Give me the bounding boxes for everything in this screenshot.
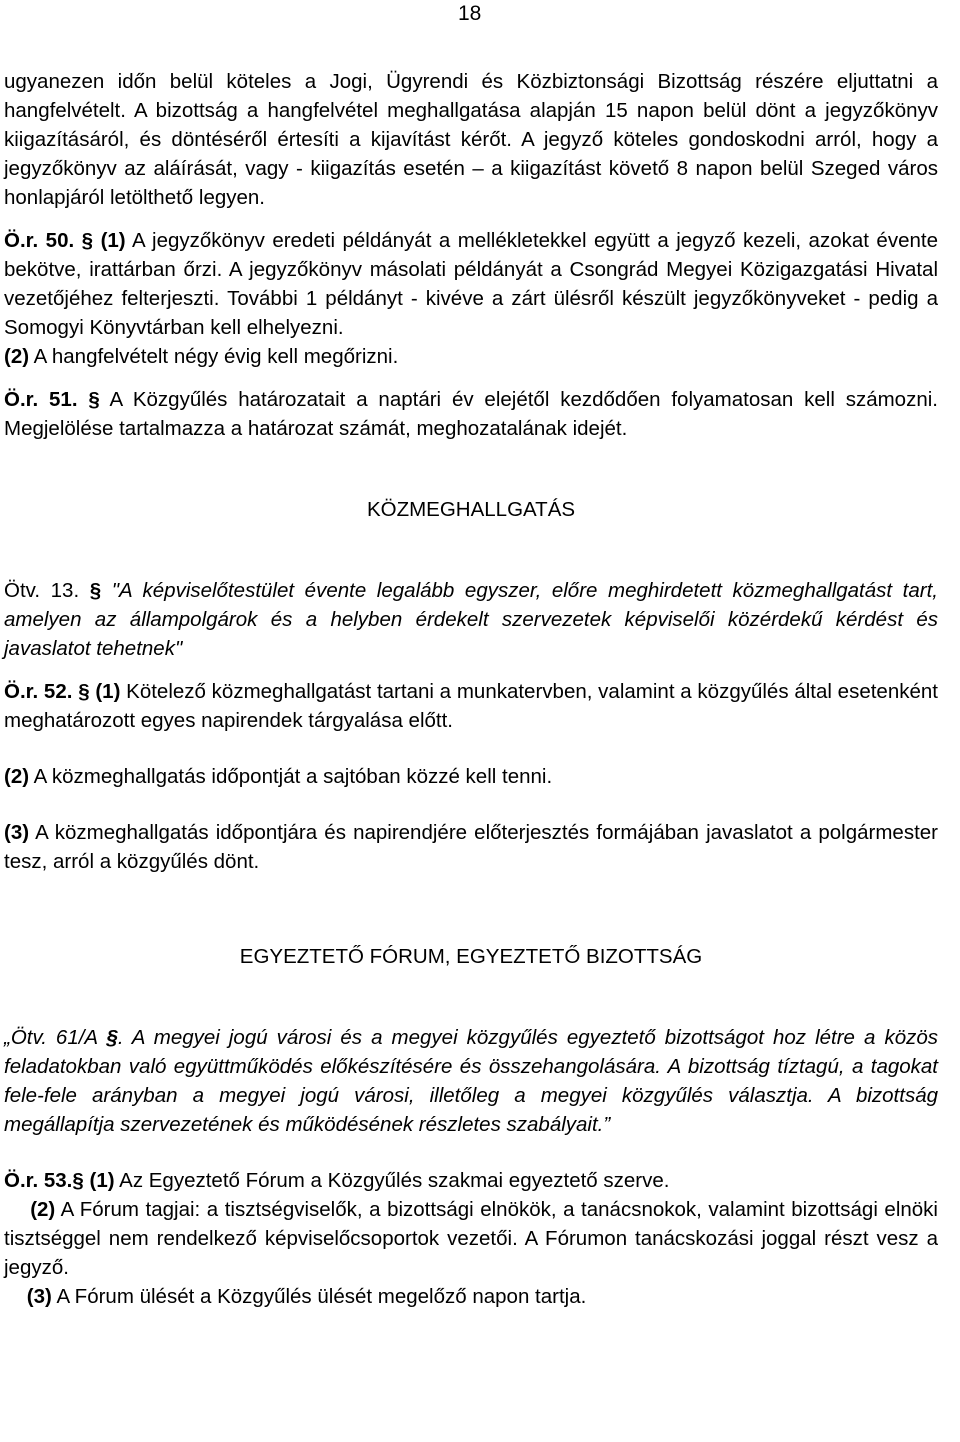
section-52-label: Ö.r. 52.	[4, 680, 73, 703]
paragraph-text: ugyanezen időn belül köteles a Jogi, Ügyrendi és Közbiztonsági Bizottság részére eljuttatni a hangfelvételt. A bizottság a hangfelvétel meghallgatása alapján 15 napon belül dönt a jegyzőkönyv kiigazításáról, és döntéséről értesíti a kijavítást kérőt. A jegyző köteles gondoskodni arról, hogy a jegyzőkönyv az aláírását, vagy - kiigazítás esetén – a kiigazítást követő 8 napon belül Szeged város honlapjáról letölthető legyen.	[4, 70, 938, 209]
subsection-number: (2)	[4, 345, 30, 368]
section-sign: §	[81, 229, 94, 252]
section-53-para-1	[4, 1166, 938, 1195]
heading-kozmeghallgatas: KÖZMEGHALLGATÁS	[366, 498, 576, 521]
section-53-para-3	[4, 1282, 938, 1311]
section-sign: §	[72, 1169, 84, 1192]
quoted-law-text: "A képviselőtestület évente legalább egyszer, előre meghirdetett közmeghallgatást tart, amelyen az állampolgárok és a helyben érdekelt szervezetek képviselői közérdekű kérdést és javaslatot tehetnek"	[4, 579, 938, 660]
section-52-para-2	[4, 762, 938, 791]
subsection-text: A jegyzőkönyv eredeti példányát a mellékletekkel együtt a jegyző kezeli, azokat évente bekötve, irattárban őrzi. A jegyzőkönyv másolati példányát a Csongrád Megyei Közigazgatási Hivatal vezetőjéhez felterjeszti. További 1 példányt - kivéve a zárt ülésről készült jegyzőkönyveket - pedig a Somogyi Könyvtárban kell elhelyezni.	[4, 229, 938, 339]
section-51-label: Ö.r. 51.	[4, 388, 78, 411]
subsection-number: (1)	[100, 229, 126, 252]
subsection-text: A hangfelvételt négy évig kell megőrizni.	[33, 345, 399, 368]
section-50-para-1	[4, 226, 938, 342]
section-53-label: Ö.r. 53.	[4, 1169, 73, 1192]
subsection-text: Kötelező közmeghallgatást tartani a munkatervben, valamint a közgyűlés által esetenként meghatározott egyes napirendek tárgyalása előtt.	[4, 680, 938, 732]
subsection-text: A Fórum ülését a Közgyűlés ülését megelőző napon tartja.	[56, 1285, 587, 1308]
subsection-number: (1)	[95, 680, 121, 703]
subsection-number: (3)	[4, 821, 30, 844]
paragraph-continuation	[4, 67, 938, 212]
section-50-label: Ö.r. 50.	[4, 229, 75, 252]
section-sign: §	[106, 1026, 118, 1049]
section-50-para-2	[4, 342, 938, 371]
otv-61a-label: „Ötv. 61/A	[4, 1026, 98, 1049]
section-text: A Közgyűlés határozatait a naptári év elejétől kezdődően folyamatosan kell számozni. Megjelölése tartalmazza a határozat számát, meghozatalának idejét.	[4, 388, 938, 440]
subsection-text: A közmeghallgatás időpontjára és napirendjére előterjesztés formájában javaslatot a polgármester tesz, arról a közgyűlés dönt.	[4, 821, 938, 873]
subsection-number: (1)	[89, 1169, 115, 1192]
quoted-law-text: . A megyei jogú városi és a megyei közgyűlés egyeztető bizottságot hoz létre a közös feladatokban való együttműködés előkészítésére és összehangolására. A bizottság tíztagú, a tagokat fele-fele arányban a megyei jogú városi, illetőleg a megyei közgyűlés választja. A bizottság megállapítja szervezetének és működésének részletes szabályait.”	[4, 1026, 939, 1136]
page-number: 18	[458, 2, 482, 25]
otv-13	[4, 576, 938, 663]
subsection-number: (3)	[26, 1285, 52, 1308]
otv-61a	[4, 1023, 938, 1139]
document-body	[4, 67, 938, 1311]
section-sign: §	[89, 579, 102, 602]
otv-13-label: Ötv. 13.	[4, 579, 80, 602]
subsection-text: A közmeghallgatás időpontját a sajtóban közzé kell tenni.	[33, 765, 553, 788]
heading-egyezteto-forum: EGYEZTETŐ FÓRUM, EGYEZTETŐ BIZOTTSÁG	[239, 945, 703, 968]
subsection-number: (2)	[30, 1198, 56, 1221]
section-52-para-1	[4, 677, 938, 735]
section-53-para-2	[4, 1195, 938, 1282]
subsection-text: A Fórum tagjai: a tisztségviselők, a bizottsági elnökök, a tanácsnokok, valamint bizottsági elnöki tisztséggel nem rendelkező képviselőcsoportok vezetői. A Fórumon tanácskozási joggal részt vesz a jegyző.	[4, 1198, 938, 1279]
section-sign: §	[78, 680, 90, 703]
subsection-number: (2)	[4, 765, 30, 788]
section-52-para-3	[4, 818, 938, 876]
subsection-text: Az Egyeztető Fórum a Közgyűlés szakmai egyeztető szerve.	[119, 1169, 670, 1192]
section-51	[4, 385, 938, 443]
section-sign: §	[88, 388, 100, 411]
